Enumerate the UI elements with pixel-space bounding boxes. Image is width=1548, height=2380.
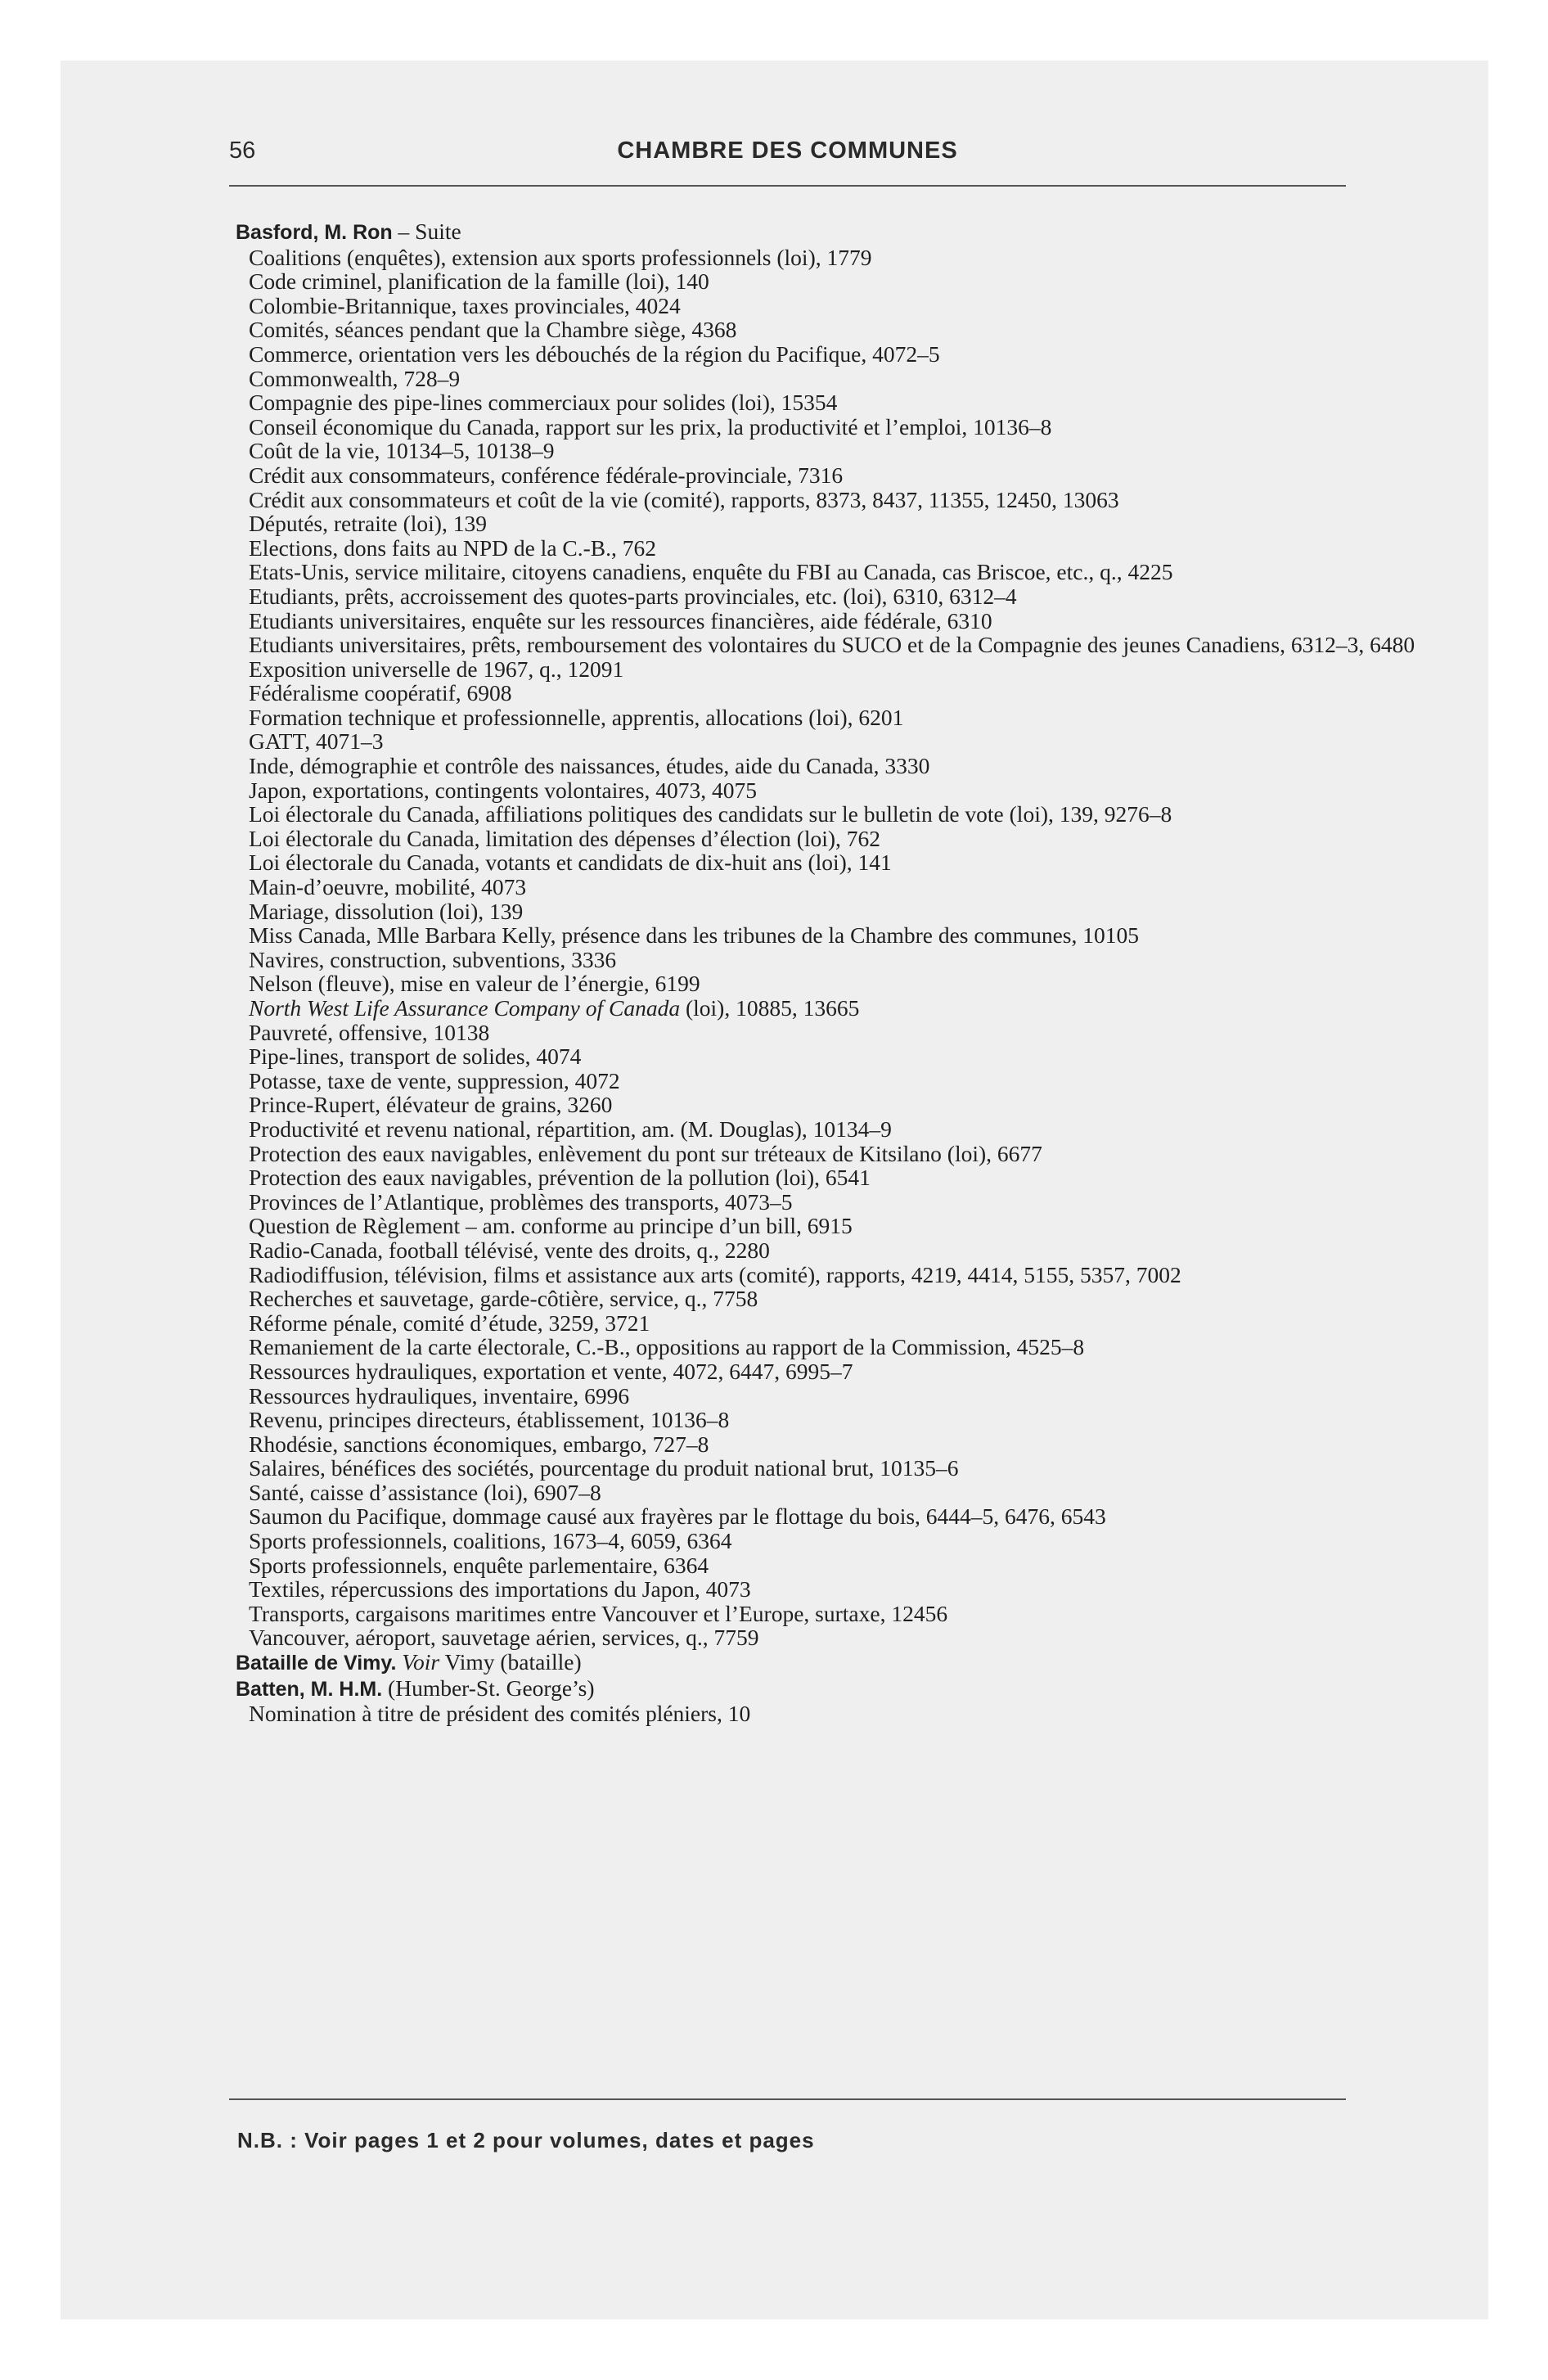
index-subentry: Coût de la vie, 10134–5, 10138–9 — [249, 438, 555, 464]
index-subentry: Etudiants, prêts, accroissement des quotes-parts provinciales, etc. (loi), 6310, 6312–4 — [249, 583, 1017, 609]
index-subentry: Etudiants universitaires, prêts, remboursement des volontaires du SUCO et de la Compagnie des jeunes Canadiens, 6312–3, 6480 — [249, 632, 1415, 658]
index-subentry: Transports, cargaisons maritimes entre Vancouver et l’Europe, surtaxe, 12456 — [249, 1600, 948, 1626]
index-subentry: Pipe-lines, transport de solides, 4074 — [249, 1044, 582, 1070]
index-heading-vimy — [236, 1650, 1397, 1676]
index-subentry: Salaires, bénéfices des sociétés, pourcentage du produit national brut, 10135–6 — [249, 1455, 959, 1481]
index-subentry: Ressources hydrauliques, exportation et vente, 4072, 6447, 6995–7 — [249, 1358, 853, 1384]
index-subentry: Saumon du Pacifique, dommage causé aux frayères par le flottage du bois, 6444–5, 6476, 6543 — [249, 1503, 1106, 1530]
index-subentry: Code criminel, planification de la famille (loi), 140 — [249, 268, 709, 295]
index-subentry: Loi électorale du Canada, affiliations politiques des candidats sur le bulletin de vote (loi), 139, 9276–8 — [249, 801, 1172, 827]
index-subentry: Main-d’oeuvre, mobilité, 4073 — [249, 874, 527, 900]
index-subentry: Rhodésie, sanctions économiques, embargo, 727–8 — [249, 1431, 709, 1457]
index-subentry: Coalitions (enquêtes), extension aux sports professionnels (loi), 1779 — [249, 244, 872, 270]
heading-rest: Vimy (bataille) — [439, 1649, 582, 1675]
page-number: 56 — [229, 137, 256, 164]
index-subentry: Recherches et sauvetage, garde-côtière, service, q., 7758 — [249, 1286, 758, 1312]
heading-suffix: – Suite — [392, 219, 461, 244]
index-subentry: Protection des eaux navigables, prévention de la pollution (loi), 6541 — [249, 1165, 871, 1191]
index-subentry: Revenu, principes directeurs, établissement, 10136–8 — [249, 1407, 730, 1433]
batten-subentries — [236, 1702, 1397, 1726]
index-subentry: Nelson (fleuve), mise en valeur de l’énergie, 6199 — [249, 971, 700, 997]
index-subentry: Santé, caisse d’assistance (loi), 6907–8 — [249, 1479, 601, 1505]
index-subentry: Crédit aux consommateurs et coût de la vie (comité), rapports, 8373, 8437, 11355, 12450, 13063 — [249, 486, 1119, 512]
index-subentry: Question de Règlement – am. conforme au principe d’un bill, 6915 — [249, 1213, 853, 1239]
index-subentry: GATT, 4071–3 — [249, 728, 384, 755]
index-subentry: Compagnie des pipe-lines commerciaux pour solides (loi), 15354 — [249, 390, 838, 416]
index-subentry: Commerce, orientation vers les débouchés de la région du Pacifique, 4072–5 — [249, 340, 940, 367]
page-header — [229, 137, 1346, 170]
index-subentry: Pauvreté, offensive, 10138 — [249, 1019, 490, 1045]
index-subentry: Formation technique et professionnelle, apprentis, allocations (loi), 6201 — [249, 704, 904, 730]
index-subentry: Textiles, répercussions des importations du Japon, 4073 — [249, 1576, 751, 1602]
heading-name: Bataille de Vimy. — [236, 1652, 397, 1675]
index-subentry: Potasse, taxe de vente, suppression, 4072 — [249, 1067, 620, 1093]
index-subentry: Inde, démographie et contrôle des naissances, études, aide du Canada, 3330 — [249, 753, 930, 779]
index-subentry — [236, 996, 1494, 1021]
index-subentry: Elections, dons faits au NPD de la C.-B., 762 — [249, 534, 656, 561]
index-subentry: Réforme pénale, comité d’étude, 3259, 3721 — [249, 1309, 650, 1336]
index-subentry: Exposition universelle de 1967, q., 12091 — [249, 656, 624, 682]
index-subentry: Députés, retraite (loi), 139 — [249, 511, 487, 537]
index-subentry: Provinces de l’Atlantique, problèmes des transports, 4073–5 — [249, 1188, 793, 1215]
index-subentry: Sports professionnels, coalitions, 1673–4, 6059, 6364 — [249, 1528, 732, 1554]
index-subentry: Protection des eaux navigables, enlèvement du pont sur tréteaux de Kitsilano (loi), 6677 — [249, 1140, 1042, 1166]
index-subentry: Mariage, dissolution (loi), 139 — [249, 898, 524, 924]
index-subentry: Loi électorale du Canada, limitation des dépenses d’élection (loi), 762 — [249, 825, 881, 851]
index-subentry: Crédit aux consommateurs, conférence fédérale-provinciale, 7316 — [249, 462, 844, 488]
footer-rule — [229, 2098, 1346, 2100]
index-subentry: Radio-Canada, football télévisé, vente des droits, q., 2280 — [249, 1237, 770, 1263]
subentry-rest: (loi), 10885, 13665 — [680, 995, 860, 1021]
index-subentry: Conseil économique du Canada, rapport sur les prix, la productivité et l’emploi, 10136–8 — [249, 413, 1052, 439]
heading-rest: (Humber-St. George’s) — [382, 1675, 595, 1701]
index-subentry: Remaniement de la carte électorale, C.-B., oppositions au rapport de la Commission, 4525–8 — [249, 1334, 1085, 1360]
heading-name: Batten, M. H.M. — [236, 1677, 383, 1701]
index-subentry: Navires, construction, subventions, 3336 — [249, 946, 617, 972]
index-subentry: Loi électorale du Canada, votants et candidats de dix-huit ans (loi), 141 — [249, 850, 892, 876]
footnote: N.B. : Voir pages 1 et 2 pour volumes, dates et pages — [237, 2128, 815, 2152]
index-subentry: Miss Canada, Mlle Barbara Kelly, présence dans les tribunes de la Chambre des communes, 10105 — [249, 922, 1139, 949]
basford-subentries — [236, 244, 1415, 997]
index-body — [236, 219, 1415, 1727]
index-subentry: Radiodiffusion, télévision, films et assistance aux arts (comité), rapports, 4219, 4414, 5155, 5357, 7002 — [249, 1261, 1181, 1287]
header-rule — [229, 185, 1346, 187]
running-title: CHAMBRE DES COMMUNES — [617, 137, 958, 164]
index-subentry: Commonwealth, 728–9 — [249, 365, 461, 391]
basford-subentries-2 — [236, 1021, 1397, 1650]
index-subentry: Vancouver, aéroport, sauvetage aérien, services, q., 7759 — [249, 1625, 759, 1651]
index-subentry: Japon, exportations, contingents volontaires, 4073, 4075 — [249, 777, 757, 803]
index-subentry: Productivité et revenu national, répartition, am. (M. Douglas), 10134–9 — [249, 1116, 892, 1142]
heading-name: Basford, M. Ron — [236, 221, 393, 244]
index-subentry: Sports professionnels, enquête parlementaire, 6364 — [249, 1552, 709, 1578]
index-subentry: Fédéralisme coopératif, 6908 — [249, 680, 512, 706]
voir-label: Voir — [402, 1649, 440, 1675]
index-subentry: Prince-Rupert, élévateur de grains, 3260 — [249, 1092, 613, 1118]
index-heading-basford — [236, 219, 1397, 246]
index-heading-batten — [236, 1676, 1397, 1702]
index-subentry: Colombie-Britannique, taxes provinciales, 4024 — [249, 292, 681, 318]
index-subentry: Etats-Unis, service militaire, citoyens canadiens, enquête du FBI au Canada, cas Briscoe, etc., q., 4225 — [249, 559, 1173, 585]
index-subentry: Etudiants universitaires, enquête sur les ressources financières, aide fédérale, 6310 — [249, 607, 992, 633]
index-subentry: Comités, séances pendant que la Chambre siège, 4368 — [249, 317, 737, 343]
index-subentry: Nomination à titre de président des comités pléniers, 10 — [249, 1701, 751, 1727]
subentry-italic-title: North West Life Assurance Company of Canada — [249, 995, 681, 1021]
index-subentry: Ressources hydrauliques, inventaire, 6996 — [249, 1382, 630, 1409]
